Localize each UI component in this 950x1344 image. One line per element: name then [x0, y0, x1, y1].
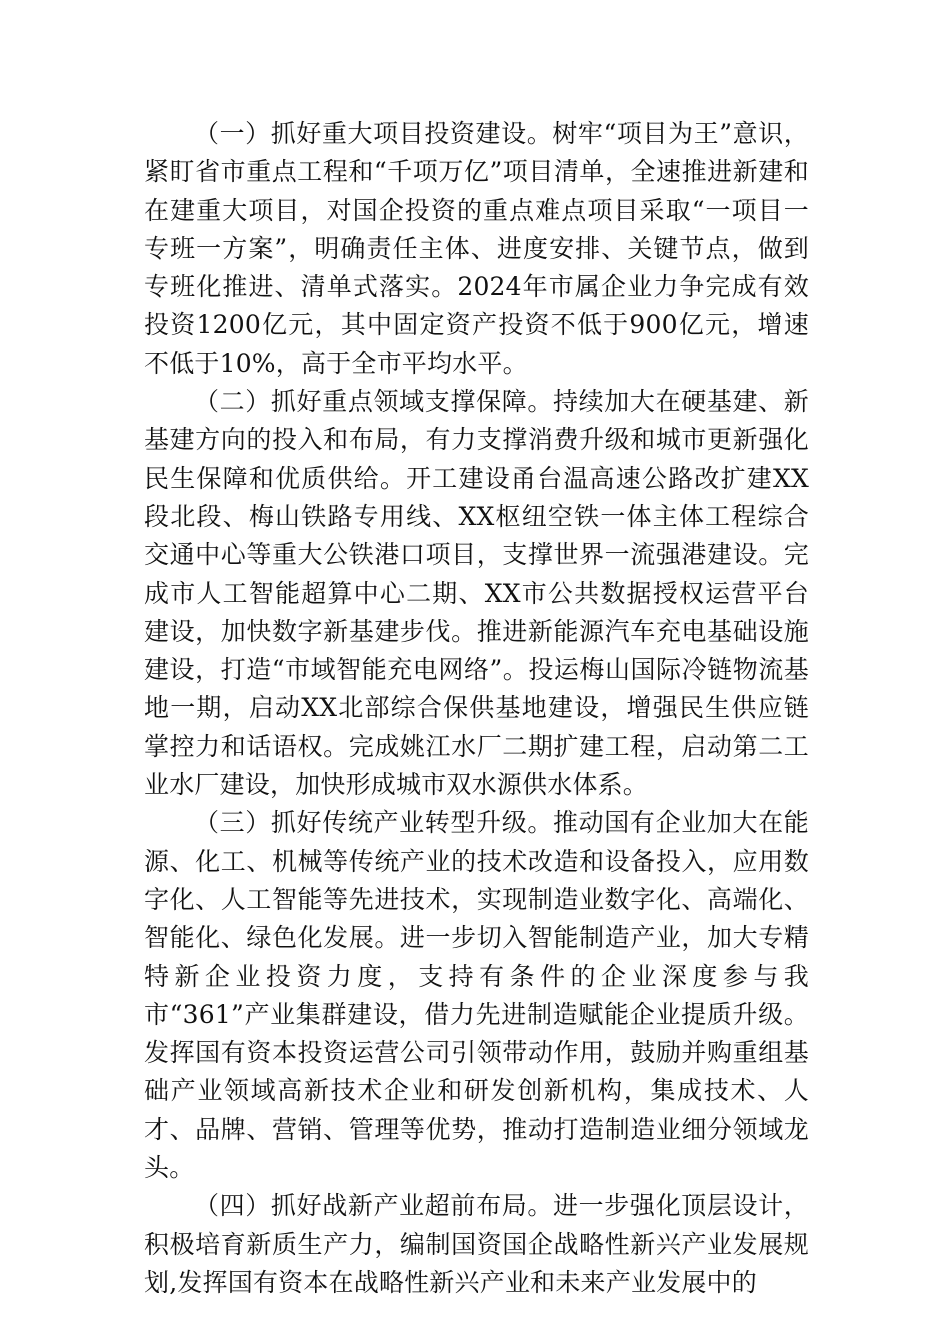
paragraph-4: （四）抓好战新产业超前布局。进一步强化顶层设计，积极培育新质生产力，编制国资国企战略性新兴产业发展规划,发挥国有资本在战略性新兴产业和未来产业发展中的 [144, 1191, 809, 1297]
paragraph-2: （二）抓好重点领域支撑保障。持续加大在硬基建、新基建方向的投入和布局，有力支撑消费升级和城市更新强化民生保障和优质供给。开工建设甬台温高速公路改扩建XX段北段、梅山铁路专用线、XX枢纽空铁一体主体工程综合交通中心等重大公铁港口项目，支撑世界一流强港建设。完成市人工智能超算中心二期、XX市公共数据授权运营平台建设，加快数字新基建步伐。推进新能源汽车充电基础设施建设，打造“市域智能充电网络”。投运梅山国际冷链物流基地一期，启动XX北部综合保供基地建设，增强民生供应链掌控力和话语权。完成姚江水厂二期扩建工程，启动第二工业水厂建设，加快形成城市双水源供水体系。 [144, 387, 809, 800]
paragraph-1: （一）抓好重大项目投资建设。树牢“项目为王”意识，紧盯省市重点工程和“千项万亿”项目清单，全速推进新建和在建重大项目，对国企投资的重点难点项目采取“一项目一专班一方案”，明确责任主体、进度安排、关键节点，做到专班化推进、清单式落实。2024年市属企业力争完成有效投资1200亿元，其中固定资产投资不低于900亿元，增速不低于10%，高于全市平均水平。 [144, 119, 809, 378]
paragraph-3: （三）抓好传统产业转型升级。推动国有企业加大在能源、化工、机械等传统产业的技术改造和设备投入，应用数字化、人工智能等先进技术，实现制造业数字化、高端化、智能化、绿色化发展。进一步切入智能制造产业，加大专精特新企业投资力度，支持有条件的企业深度参与我市“361”产业集群建设，借力先进制造赋能企业提质升级。发挥国有资本投资运营公司引领带动作用，鼓励并购重组基础产业领域高新技术企业和研发创新机构，集成技术、人才、品牌、营销、管理等优势，推动打造制造业细分领域龙头。 [144, 808, 809, 1183]
document-page [144, 115, 809, 1302]
